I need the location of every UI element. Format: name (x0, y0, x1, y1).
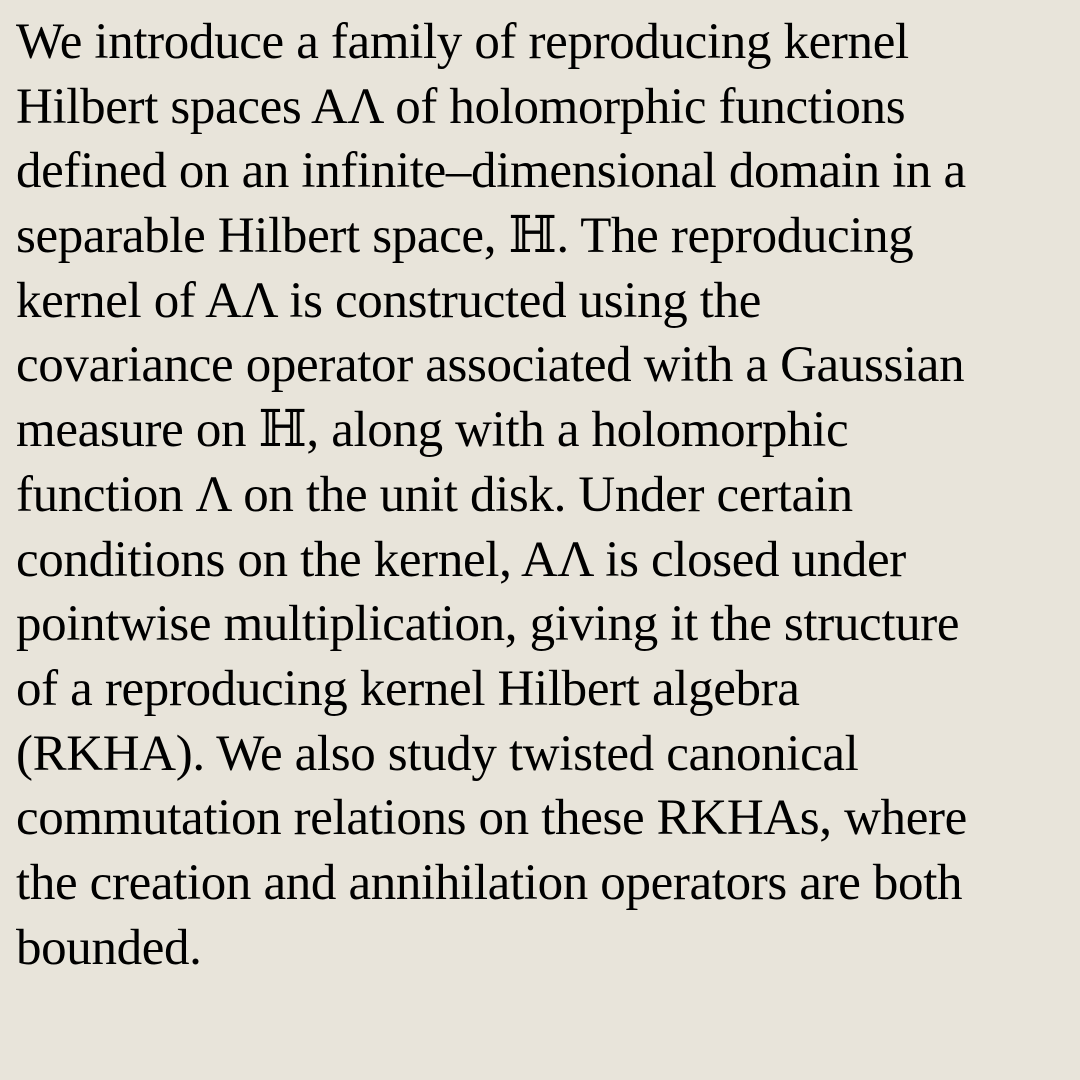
abstract-line: commutation relations on these RKHAs, where (16, 790, 967, 847)
abstract-line: (RKHA). We also study twisted canonical (16, 725, 859, 782)
abstract-line: function Λ on the unit disk. Under certain (16, 466, 853, 523)
abstract-line: conditions on the kernel, AΛ is closed under (16, 531, 906, 588)
abstract-line: defined on an infinite–dimensional domain in a (16, 143, 966, 200)
abstract-line: bounded. (16, 919, 202, 976)
abstract-line: of a reproducing kernel Hilbert algebra (16, 660, 800, 717)
abstract-line: separable Hilbert space, ℍ. The reproducing (16, 208, 914, 265)
abstract-line: covariance operator associated with a Gaussian (16, 337, 965, 394)
abstract-line: We introduce a family of reproducing kernel (16, 14, 909, 70)
abstract-line: kernel of AΛ is constructed using the (16, 272, 762, 329)
abstract-paragraph (16, 10, 1064, 980)
abstract-line: Hilbert spaces AΛ of holomorphic functions (16, 78, 906, 135)
abstract-line: pointwise multiplication, giving it the structure (16, 596, 960, 653)
abstract-line: the creation and annihilation operators are both (16, 854, 963, 911)
abstract-line: measure on ℍ, along with a holomorphic (16, 402, 849, 459)
